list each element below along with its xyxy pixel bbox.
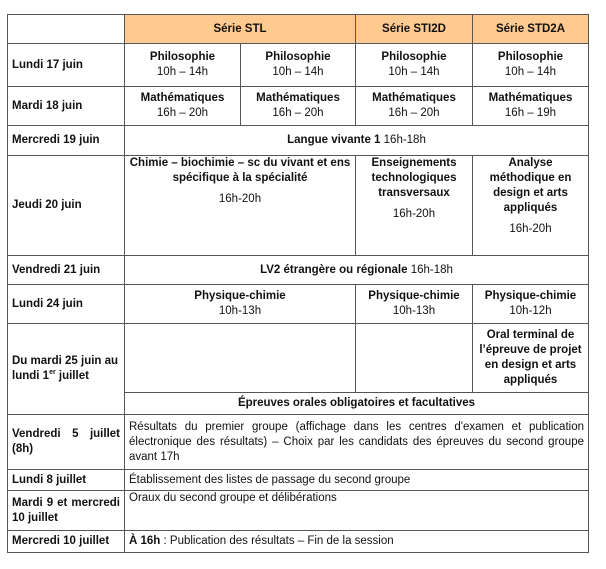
exam-cell (473, 285, 589, 324)
exam-subject: LV2 étrangère ou régionale (260, 263, 408, 276)
day-label: Lundi 8 juillet (8, 470, 125, 491)
event-cell: Résultats du premier groupe (affichage dans les centres d'examen et publication électronique des résultats) – Choix par les candidats des épreuves du second groupe avant 17h (125, 415, 589, 470)
exam-subject: Mathématiques (372, 92, 456, 104)
exam-subject: Philosophie (497, 51, 564, 63)
exam-time: 16h – 20h (272, 107, 324, 119)
exam-cell (125, 156, 356, 256)
exam-subject: Physique-chimie (194, 290, 286, 302)
table-row (8, 256, 589, 285)
exam-time: 10h-12h (509, 305, 552, 317)
exam-time: 10h-13h (392, 305, 436, 317)
exam-subject: Enseignements technologiques transversaux (371, 157, 457, 199)
event-time-bold: À 16h (129, 535, 161, 547)
header-row (8, 15, 589, 44)
day-label-text: Du mardi 25 juin au lundi 1 (12, 355, 119, 382)
exam-time: 16h – 19h (504, 107, 557, 119)
exam-time: 16h-20h (509, 223, 552, 235)
day-label: Mercredi 10 juillet (8, 531, 125, 553)
header-serie-std2a: Série STD2A (473, 15, 589, 44)
day-label: Vendredi 5 juillet (8h) (8, 415, 125, 470)
day-label: Mercredi 19 juin (8, 126, 125, 156)
table-row (8, 156, 589, 256)
day-label: Vendredi 21 juin (8, 256, 125, 285)
exam-cell (125, 44, 241, 87)
exam-time: 10h – 14h (156, 66, 209, 78)
table-row (8, 324, 589, 393)
exam-subject: Mathématiques (140, 92, 225, 104)
table-row (8, 87, 589, 126)
exam-time: 16h-18h (380, 134, 426, 146)
table-row (8, 44, 589, 87)
exam-subject: Physique-chimie (484, 290, 577, 302)
table-row (8, 531, 589, 553)
exam-schedule-table (7, 14, 589, 553)
day-label: Mardi 9 et mercredi 10 juillet (8, 491, 125, 531)
header-serie-sti2d: Série STI2D (356, 15, 473, 44)
exam-cell (241, 44, 356, 87)
exam-subject: Mathématiques (488, 92, 573, 104)
exam-time: 16h-20h (218, 193, 262, 205)
day-label (8, 324, 125, 415)
exam-subject: Physique-chimie (368, 290, 460, 302)
exam-cell (125, 87, 241, 126)
exam-cell-all-series (125, 256, 589, 285)
event-cell: Oraux du second groupe et délibérations (125, 491, 589, 531)
event-text: : Publication des résultats – Fin de la session (160, 535, 394, 547)
day-label: Mardi 18 juin (8, 87, 125, 126)
day-label: Lundi 24 juin (8, 285, 125, 324)
exam-subject: Mathématiques (256, 92, 340, 104)
exam-time: 16h – 20h (388, 107, 440, 119)
table-row (8, 470, 589, 491)
exam-time: 16h – 20h (156, 107, 209, 119)
exam-cell (356, 87, 473, 126)
table-row (8, 491, 589, 531)
exam-time: 16h-20h (392, 208, 436, 220)
exam-cell (473, 156, 589, 256)
table-row (8, 415, 589, 470)
exam-subject: Langue vivante 1 (287, 134, 381, 146)
event-cell: Établissement des listes de passage du second groupe (125, 470, 589, 491)
event-cell (125, 531, 589, 553)
exam-subject: Chimie – biochimie – sc du vivant et ens spécifique à la spécialité (129, 157, 351, 184)
exam-cell (473, 87, 589, 126)
exam-subject: Philosophie (381, 51, 447, 63)
table-row (8, 126, 589, 156)
header-serie-stl: Série STL (125, 15, 356, 44)
empty-cell (125, 324, 356, 393)
exam-cell (356, 285, 473, 324)
exam-time: 10h – 14h (388, 66, 440, 78)
day-label: Lundi 17 juin (8, 44, 125, 87)
exam-cell: Oral terminal de l’épreuve de projet en design et arts appliqués (473, 324, 589, 393)
exam-cell (241, 87, 356, 126)
oral-exams-cell: Épreuves orales obligatoires et facultatives (125, 393, 589, 415)
day-label: Jeudi 20 juin (8, 156, 125, 256)
exam-subject: Philosophie (149, 51, 216, 63)
header-corner (8, 15, 125, 44)
exam-cell (125, 285, 356, 324)
table-row (8, 285, 589, 324)
exam-cell (356, 156, 473, 256)
exam-cell (473, 44, 589, 87)
exam-subject: Philosophie (265, 51, 331, 63)
exam-cell (356, 44, 473, 87)
exam-subject: Analyse méthodique en design et arts appliqués (489, 157, 572, 214)
exam-time: 10h – 14h (504, 66, 557, 78)
day-label-suffix: juillet (55, 370, 89, 382)
ordinal-superscript: er (49, 369, 56, 377)
exam-time: 10h-13h (218, 305, 262, 317)
empty-cell (356, 324, 473, 393)
exam-time: 16h-18h (407, 263, 453, 276)
exam-time: 10h – 14h (272, 66, 324, 78)
exam-cell-all-series (125, 126, 589, 156)
